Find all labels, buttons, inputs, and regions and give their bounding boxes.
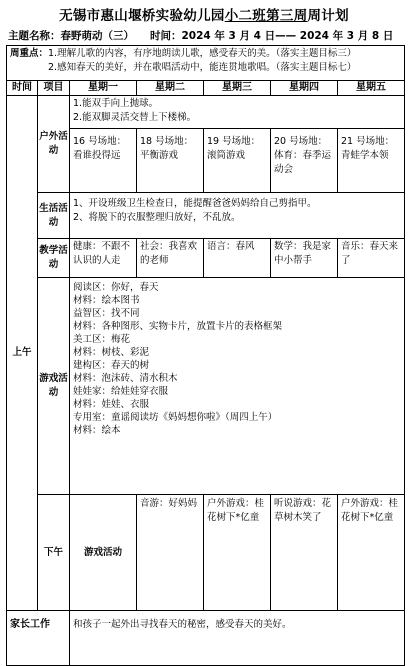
- game-line: 阅读区：你好，春天: [73, 282, 159, 293]
- outdoor-mon: 16 号场地：看谁投得远: [70, 129, 137, 193]
- life-label: 生活活动: [38, 193, 70, 239]
- outdoor-label: 户外活动: [38, 96, 70, 193]
- life-items: [70, 193, 405, 239]
- parent-label: 家长工作: [7, 611, 70, 666]
- life-item: 2、将脱下的衣服整理归放好，不乱放。: [73, 212, 241, 223]
- game-line: 材料：树枝、彩泥: [73, 347, 150, 358]
- header-fri: 星期五: [338, 81, 405, 96]
- header-time: 时间: [7, 81, 38, 96]
- header-thu: 星期四: [271, 81, 338, 96]
- theme-label: 主题名称：: [8, 30, 61, 42]
- goals-cell: [7, 46, 405, 81]
- outdoor-goals: [70, 96, 405, 129]
- pm-row: [7, 495, 405, 611]
- title-suffix: 周计划: [307, 8, 349, 24]
- pm-mon: 音游：好妈妈: [137, 495, 204, 611]
- theme-line: [8, 28, 134, 43]
- time-value: 2024 年 3 月 4 日—— 2024 年 3 月 8 日: [181, 30, 394, 42]
- header-wed: 星期三: [204, 81, 271, 96]
- game-line: 益智区：找不同: [73, 308, 140, 319]
- teaching-wed: 语言：春风: [204, 239, 271, 278]
- goal-item: 2.感知春天的美好，并在歌唱活动中，能连贯地歌唱。（落实主题目标七）: [48, 62, 357, 73]
- time-line: [150, 28, 393, 43]
- goals-label: 周重点：: [10, 48, 49, 59]
- outdoor-thu: 20 号场地：体育：春季运动会: [271, 129, 338, 193]
- pm-tue: 户外游戏：桂花树下*亿童: [204, 495, 271, 611]
- outdoor-goal: 2.能双脚灵活交替上下楼梯。: [73, 112, 197, 123]
- teaching-thu: 数学：我是家中小帮手: [271, 239, 338, 278]
- game-line: 专用室：童谣阅读坊《妈妈想你啦》（周四上午）: [73, 412, 278, 423]
- goals-row: [7, 46, 405, 81]
- header-row: [7, 81, 405, 96]
- outdoor-goals-row: [7, 96, 405, 129]
- teaching-label: 教学活动: [38, 239, 70, 278]
- theme-value: 春野萌动（三）: [60, 30, 134, 42]
- teaching-mon: 健康：不跟不认识的人走: [70, 239, 137, 278]
- game-line: 美工区：梅花: [73, 334, 131, 345]
- parent-row: [7, 611, 405, 666]
- outdoor-fri: 21 号场地：青蛙学本领: [338, 129, 405, 193]
- outdoor-goal: 1.能双手向上抛球。: [73, 98, 159, 109]
- header-item: 项目: [38, 81, 70, 96]
- page-title: [0, 4, 408, 24]
- outdoor-tue: 18 号场地：平衡游戏: [137, 129, 204, 193]
- pm-thu: 户外游戏：桂花树下*亿童: [338, 495, 405, 611]
- life-row: [7, 193, 405, 239]
- pm-wed: 听说游戏：花草树木笑了: [271, 495, 338, 611]
- game-content: [70, 278, 405, 495]
- period-am: 上午: [7, 96, 38, 611]
- game-line: 材料：绘本: [73, 425, 121, 436]
- title-week: 第三周: [266, 8, 308, 24]
- title-class: 小二班: [224, 8, 267, 24]
- teaching-tue: 社会：我喜欢的老师: [137, 239, 204, 278]
- game-line: 材料：绘本图书: [73, 295, 140, 306]
- header-tue: 星期二: [137, 81, 204, 96]
- game-row: [7, 278, 405, 495]
- parent-text: 和孩子一起外出寻找春天的秘密，感受春天的美好。: [70, 611, 405, 666]
- plan-table: [6, 45, 405, 666]
- game-label: 游戏活动: [38, 278, 70, 495]
- teaching-fri: 音乐：春天来了: [338, 239, 405, 278]
- title-school: 无锡市惠山堰桥实验幼儿园: [59, 8, 225, 24]
- game-line: 娃娃家：给娃娃穿衣服: [73, 386, 169, 397]
- outdoor-wed: 19 号场地：滚筒游戏: [204, 129, 271, 193]
- game-line: 材料：泡沫砖、清水积木: [73, 373, 178, 384]
- game-line: 材料：娃娃、衣服: [73, 399, 150, 410]
- game-line: 建构区：春天的树: [73, 360, 150, 371]
- game-line: 材料：各种图形、实物卡片，放置卡片的表格框架: [73, 321, 283, 332]
- pm-game-label: 游戏活动: [70, 495, 137, 611]
- time-label: 时间：: [150, 30, 182, 42]
- goal-item: 1.理解儿歌的内容，有序地朗读儿歌，感受春天的美。（落实主题目标三）: [48, 48, 357, 59]
- teaching-row: [7, 239, 405, 278]
- life-item: 1、开设班级卫生检查日，能提醒爸爸妈妈给自己剪指甲。: [73, 198, 317, 209]
- period-pm: 下午: [38, 495, 70, 611]
- header-mon: 星期一: [70, 81, 137, 96]
